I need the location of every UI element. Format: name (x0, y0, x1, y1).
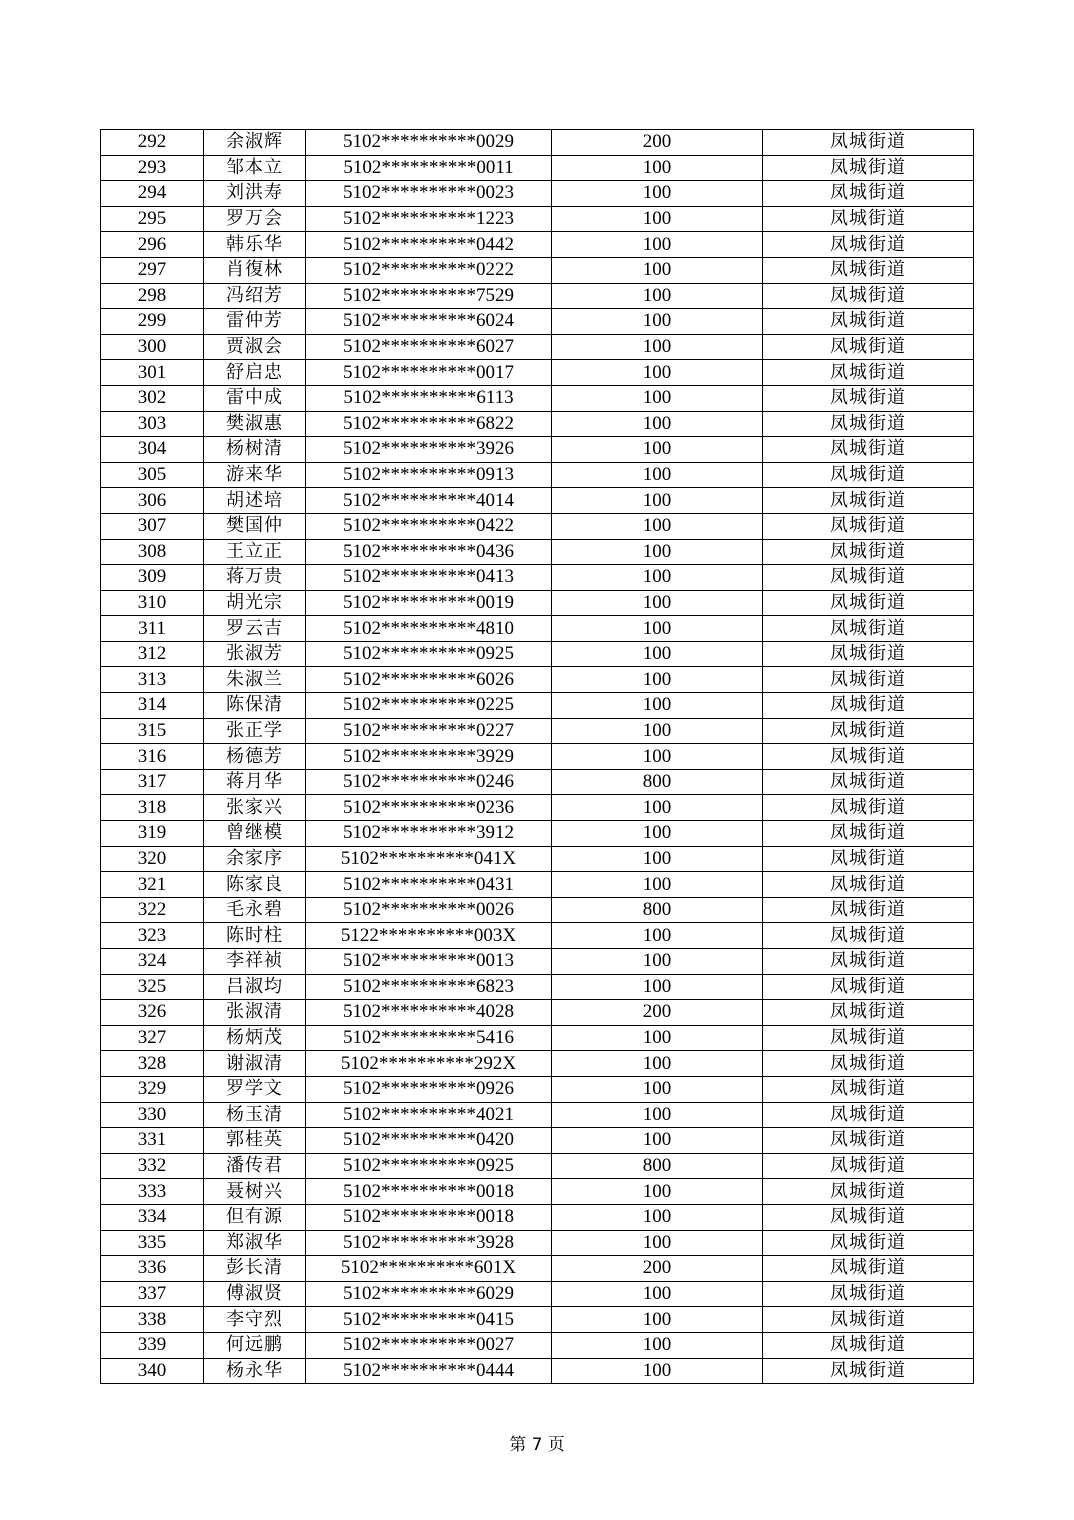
id-number-cell: 5102**********0023 (306, 181, 552, 207)
amount-cell: 100 (552, 1051, 763, 1077)
street-cell: 凤城街道 (763, 334, 974, 360)
person-name-cell: 郭桂英 (204, 1128, 306, 1154)
table-row (101, 1204, 974, 1230)
id-number-cell: 5102**********4014 (306, 488, 552, 514)
table-row (101, 1102, 974, 1128)
row-number-cell: 317 (101, 769, 204, 795)
street-cell: 凤城街道 (763, 795, 974, 821)
row-number-cell: 309 (101, 565, 204, 591)
person-name-cell: 彭长清 (204, 1256, 306, 1282)
id-number-cell: 5102**********0431 (306, 872, 552, 898)
street-cell: 凤城街道 (763, 718, 974, 744)
person-name-cell: 谢淑清 (204, 1051, 306, 1077)
amount-cell: 100 (552, 488, 763, 514)
id-number-cell: 5102**********0420 (306, 1128, 552, 1154)
row-number-cell: 319 (101, 821, 204, 847)
id-number-cell: 5122**********003X (306, 923, 552, 949)
person-name-cell: 雷仲芳 (204, 309, 306, 335)
street-cell: 凤城街道 (763, 232, 974, 258)
row-number-cell: 296 (101, 232, 204, 258)
street-cell: 凤城街道 (763, 1076, 974, 1102)
row-number-cell: 298 (101, 283, 204, 309)
person-name-cell: 罗云吉 (204, 616, 306, 642)
id-number-cell: 5102**********0413 (306, 565, 552, 591)
street-cell: 凤城街道 (763, 257, 974, 283)
street-cell: 凤城街道 (763, 1230, 974, 1256)
amount-cell: 100 (552, 1281, 763, 1307)
amount-cell: 100 (552, 1025, 763, 1051)
id-number-cell: 5102**********5416 (306, 1025, 552, 1051)
amount-cell: 200 (552, 1256, 763, 1282)
amount-cell: 100 (552, 1332, 763, 1358)
street-cell: 凤城街道 (763, 1025, 974, 1051)
id-number-cell: 5102**********4021 (306, 1102, 552, 1128)
person-name-cell: 罗学文 (204, 1076, 306, 1102)
table-row (101, 155, 974, 181)
row-number-cell: 307 (101, 513, 204, 539)
street-cell: 凤城街道 (763, 206, 974, 232)
person-name-cell: 陈保清 (204, 693, 306, 719)
table-row (101, 846, 974, 872)
table-row (101, 821, 974, 847)
table-row (101, 897, 974, 923)
table-row (101, 539, 974, 565)
row-number-cell: 329 (101, 1076, 204, 1102)
table-row (101, 769, 974, 795)
id-number-cell: 5102**********3926 (306, 437, 552, 463)
amount-cell: 100 (552, 462, 763, 488)
amount-cell: 100 (552, 257, 763, 283)
table-row (101, 334, 974, 360)
row-number-cell: 303 (101, 411, 204, 437)
id-number-cell: 5102**********0926 (306, 1076, 552, 1102)
street-cell: 凤城街道 (763, 949, 974, 975)
amount-cell: 100 (552, 155, 763, 181)
id-number-cell: 5102**********0246 (306, 769, 552, 795)
person-name-cell: 罗万会 (204, 206, 306, 232)
person-name-cell: 张淑芳 (204, 641, 306, 667)
amount-cell: 800 (552, 1153, 763, 1179)
table-row (101, 667, 974, 693)
table-row (101, 744, 974, 770)
person-name-cell: 蒋月华 (204, 769, 306, 795)
street-cell: 凤城街道 (763, 360, 974, 386)
row-number-cell: 297 (101, 257, 204, 283)
street-cell: 凤城街道 (763, 181, 974, 207)
table-row (101, 283, 974, 309)
amount-cell: 800 (552, 769, 763, 795)
street-cell: 凤城街道 (763, 1307, 974, 1333)
table-row (101, 1358, 974, 1384)
table-row (101, 206, 974, 232)
person-name-cell: 胡述培 (204, 488, 306, 514)
street-cell: 凤城街道 (763, 769, 974, 795)
table-row (101, 309, 974, 335)
person-name-cell: 曾继模 (204, 821, 306, 847)
table-row (101, 257, 974, 283)
row-number-cell: 336 (101, 1256, 204, 1282)
table-row (101, 1076, 974, 1102)
amount-cell: 100 (552, 437, 763, 463)
row-number-cell: 339 (101, 1332, 204, 1358)
street-cell: 凤城街道 (763, 1204, 974, 1230)
row-number-cell: 318 (101, 795, 204, 821)
id-number-cell: 5102**********6027 (306, 334, 552, 360)
person-name-cell: 李祥祯 (204, 949, 306, 975)
street-cell: 凤城街道 (763, 283, 974, 309)
row-number-cell: 316 (101, 744, 204, 770)
street-cell: 凤城街道 (763, 437, 974, 463)
id-number-cell: 5102**********0017 (306, 360, 552, 386)
table-row (101, 1153, 974, 1179)
amount-cell: 100 (552, 795, 763, 821)
table-row (101, 130, 974, 156)
amount-cell: 100 (552, 181, 763, 207)
amount-cell: 200 (552, 1000, 763, 1026)
street-cell: 凤城街道 (763, 155, 974, 181)
row-number-cell: 294 (101, 181, 204, 207)
row-number-cell: 326 (101, 1000, 204, 1026)
id-number-cell: 5102**********041X (306, 846, 552, 872)
amount-cell: 100 (552, 667, 763, 693)
row-number-cell: 330 (101, 1102, 204, 1128)
person-name-cell: 刘洪寿 (204, 181, 306, 207)
amount-cell: 100 (552, 283, 763, 309)
id-number-cell: 5102**********4028 (306, 1000, 552, 1026)
row-number-cell: 322 (101, 897, 204, 923)
street-cell: 凤城街道 (763, 667, 974, 693)
person-name-cell: 蒋万贵 (204, 565, 306, 591)
person-name-cell: 陈家良 (204, 872, 306, 898)
person-name-cell: 郑淑华 (204, 1230, 306, 1256)
id-number-cell: 5102**********0236 (306, 795, 552, 821)
street-cell: 凤城街道 (763, 1051, 974, 1077)
row-number-cell: 335 (101, 1230, 204, 1256)
person-name-cell: 毛永碧 (204, 897, 306, 923)
id-number-cell: 5102**********6113 (306, 385, 552, 411)
amount-cell: 100 (552, 1128, 763, 1154)
table-row (101, 923, 974, 949)
row-number-cell: 315 (101, 718, 204, 744)
table-row (101, 360, 974, 386)
street-cell: 凤城街道 (763, 462, 974, 488)
street-cell: 凤城街道 (763, 744, 974, 770)
amount-cell: 100 (552, 232, 763, 258)
street-cell: 凤城街道 (763, 1102, 974, 1128)
row-number-cell: 333 (101, 1179, 204, 1205)
person-name-cell: 韩乐华 (204, 232, 306, 258)
person-name-cell: 余家序 (204, 846, 306, 872)
street-cell: 凤城街道 (763, 1128, 974, 1154)
amount-cell: 100 (552, 539, 763, 565)
table-row (101, 232, 974, 258)
row-number-cell: 302 (101, 385, 204, 411)
amount-cell: 100 (552, 513, 763, 539)
person-name-cell: 朱淑兰 (204, 667, 306, 693)
amount-cell: 100 (552, 1179, 763, 1205)
id-number-cell: 5102**********0925 (306, 641, 552, 667)
amount-cell: 100 (552, 1204, 763, 1230)
person-name-cell: 张淑清 (204, 1000, 306, 1026)
amount-cell: 100 (552, 1102, 763, 1128)
row-number-cell: 304 (101, 437, 204, 463)
table-row (101, 488, 974, 514)
row-number-cell: 310 (101, 590, 204, 616)
row-number-cell: 305 (101, 462, 204, 488)
roster-table (100, 129, 974, 1384)
street-cell: 凤城街道 (763, 565, 974, 591)
street-cell: 凤城街道 (763, 1179, 974, 1205)
person-name-cell: 邹本立 (204, 155, 306, 181)
person-name-cell: 胡光宗 (204, 590, 306, 616)
amount-cell: 100 (552, 872, 763, 898)
row-number-cell: 332 (101, 1153, 204, 1179)
table-row (101, 1230, 974, 1256)
amount-cell: 100 (552, 846, 763, 872)
person-name-cell: 杨永华 (204, 1358, 306, 1384)
table-row (101, 411, 974, 437)
person-name-cell: 樊国仲 (204, 513, 306, 539)
id-number-cell: 5102**********0018 (306, 1204, 552, 1230)
id-number-cell: 5102**********0019 (306, 590, 552, 616)
id-number-cell: 5102**********4810 (306, 616, 552, 642)
row-number-cell: 331 (101, 1128, 204, 1154)
person-name-cell: 吕淑均 (204, 974, 306, 1000)
amount-cell: 100 (552, 718, 763, 744)
street-cell: 凤城街道 (763, 872, 974, 898)
id-number-cell: 5102**********0026 (306, 897, 552, 923)
street-cell: 凤城街道 (763, 488, 974, 514)
person-name-cell: 杨德芳 (204, 744, 306, 770)
id-number-cell: 5102**********0222 (306, 257, 552, 283)
table-row (101, 385, 974, 411)
table-row (101, 872, 974, 898)
street-cell: 凤城街道 (763, 897, 974, 923)
row-number-cell: 306 (101, 488, 204, 514)
person-name-cell: 李守烈 (204, 1307, 306, 1333)
amount-cell: 100 (552, 1358, 763, 1384)
row-number-cell: 300 (101, 334, 204, 360)
row-number-cell: 314 (101, 693, 204, 719)
street-cell: 凤城街道 (763, 411, 974, 437)
table-row (101, 181, 974, 207)
amount-cell: 100 (552, 949, 763, 975)
person-name-cell: 王立正 (204, 539, 306, 565)
amount-cell: 100 (552, 385, 763, 411)
amount-cell: 100 (552, 1076, 763, 1102)
table-row (101, 437, 974, 463)
table-row (101, 641, 974, 667)
person-name-cell: 游来华 (204, 462, 306, 488)
id-number-cell: 5102**********601X (306, 1256, 552, 1282)
row-number-cell: 328 (101, 1051, 204, 1077)
row-number-cell: 338 (101, 1307, 204, 1333)
id-number-cell: 5102**********0436 (306, 539, 552, 565)
street-cell: 凤城街道 (763, 821, 974, 847)
id-number-cell: 5102**********1223 (306, 206, 552, 232)
table-row (101, 949, 974, 975)
person-name-cell: 杨树清 (204, 437, 306, 463)
amount-cell: 100 (552, 206, 763, 232)
table-row (101, 1051, 974, 1077)
row-number-cell: 321 (101, 872, 204, 898)
id-number-cell: 5102**********3929 (306, 744, 552, 770)
person-name-cell: 何远鹏 (204, 1332, 306, 1358)
row-number-cell: 295 (101, 206, 204, 232)
person-name-cell: 贾淑会 (204, 334, 306, 360)
id-number-cell: 5102**********292X (306, 1051, 552, 1077)
amount-cell: 200 (552, 130, 763, 156)
row-number-cell: 299 (101, 309, 204, 335)
id-number-cell: 5102**********0415 (306, 1307, 552, 1333)
id-number-cell: 5102**********0227 (306, 718, 552, 744)
id-number-cell: 5102**********0027 (306, 1332, 552, 1358)
row-number-cell: 311 (101, 616, 204, 642)
amount-cell: 100 (552, 641, 763, 667)
person-name-cell: 潘传君 (204, 1153, 306, 1179)
amount-cell: 100 (552, 744, 763, 770)
table-row (101, 590, 974, 616)
amount-cell: 100 (552, 1230, 763, 1256)
table-row (101, 974, 974, 1000)
id-number-cell: 5102**********0913 (306, 462, 552, 488)
id-number-cell: 5102**********0011 (306, 155, 552, 181)
amount-cell: 100 (552, 693, 763, 719)
table-row (101, 513, 974, 539)
street-cell: 凤城街道 (763, 641, 974, 667)
amount-cell: 800 (552, 897, 763, 923)
table-row (101, 1179, 974, 1205)
amount-cell: 100 (552, 334, 763, 360)
table-row (101, 1025, 974, 1051)
row-number-cell: 337 (101, 1281, 204, 1307)
row-number-cell: 334 (101, 1204, 204, 1230)
row-number-cell: 293 (101, 155, 204, 181)
amount-cell: 100 (552, 590, 763, 616)
page-number: 第 7 页 (509, 1435, 565, 1455)
row-number-cell: 325 (101, 974, 204, 1000)
id-number-cell: 5102**********6026 (306, 667, 552, 693)
person-name-cell: 张家兴 (204, 795, 306, 821)
row-number-cell: 327 (101, 1025, 204, 1051)
street-cell: 凤城街道 (763, 590, 974, 616)
table-row (101, 616, 974, 642)
amount-cell: 100 (552, 360, 763, 386)
table-row (101, 1281, 974, 1307)
table-row (101, 1256, 974, 1282)
person-name-cell: 肖復林 (204, 257, 306, 283)
id-number-cell: 5102**********0029 (306, 130, 552, 156)
street-cell: 凤城街道 (763, 693, 974, 719)
amount-cell: 100 (552, 309, 763, 335)
amount-cell: 100 (552, 923, 763, 949)
person-name-cell: 舒启忠 (204, 360, 306, 386)
person-name-cell: 聂树兴 (204, 1179, 306, 1205)
person-name-cell: 傅淑贤 (204, 1281, 306, 1307)
person-name-cell: 樊淑惠 (204, 411, 306, 437)
id-number-cell: 5102**********0013 (306, 949, 552, 975)
person-name-cell: 雷中成 (204, 385, 306, 411)
row-number-cell: 308 (101, 539, 204, 565)
row-number-cell: 313 (101, 667, 204, 693)
person-name-cell: 张正学 (204, 718, 306, 744)
row-number-cell: 323 (101, 923, 204, 949)
street-cell: 凤城街道 (763, 130, 974, 156)
row-number-cell: 312 (101, 641, 204, 667)
street-cell: 凤城街道 (763, 1281, 974, 1307)
id-number-cell: 5102**********0444 (306, 1358, 552, 1384)
street-cell: 凤城街道 (763, 513, 974, 539)
id-number-cell: 5102**********0925 (306, 1153, 552, 1179)
amount-cell: 100 (552, 565, 763, 591)
street-cell: 凤城街道 (763, 974, 974, 1000)
street-cell: 凤城街道 (763, 846, 974, 872)
id-number-cell: 5102**********7529 (306, 283, 552, 309)
table-row (101, 718, 974, 744)
id-number-cell: 5102**********3928 (306, 1230, 552, 1256)
id-number-cell: 5102**********6029 (306, 1281, 552, 1307)
amount-cell: 100 (552, 411, 763, 437)
street-cell: 凤城街道 (763, 385, 974, 411)
street-cell: 凤城街道 (763, 616, 974, 642)
id-number-cell: 5102**********0225 (306, 693, 552, 719)
table-row (101, 462, 974, 488)
row-number-cell: 324 (101, 949, 204, 975)
id-number-cell: 5102**********3912 (306, 821, 552, 847)
row-number-cell: 292 (101, 130, 204, 156)
id-number-cell: 5102**********6822 (306, 411, 552, 437)
id-number-cell: 5102**********0442 (306, 232, 552, 258)
amount-cell: 100 (552, 616, 763, 642)
amount-cell: 100 (552, 1307, 763, 1333)
id-number-cell: 5102**********6024 (306, 309, 552, 335)
table-row (101, 1332, 974, 1358)
street-cell: 凤城街道 (763, 1332, 974, 1358)
street-cell: 凤城街道 (763, 309, 974, 335)
table-row (101, 565, 974, 591)
street-cell: 凤城街道 (763, 1000, 974, 1026)
person-name-cell: 陈时柱 (204, 923, 306, 949)
id-number-cell: 5102**********6823 (306, 974, 552, 1000)
id-number-cell: 5102**********0018 (306, 1179, 552, 1205)
amount-cell: 100 (552, 974, 763, 1000)
id-number-cell: 5102**********0422 (306, 513, 552, 539)
row-number-cell: 340 (101, 1358, 204, 1384)
street-cell: 凤城街道 (763, 923, 974, 949)
row-number-cell: 320 (101, 846, 204, 872)
street-cell: 凤城街道 (763, 1256, 974, 1282)
table-row (101, 1000, 974, 1026)
table-row (101, 1307, 974, 1333)
amount-cell: 100 (552, 821, 763, 847)
street-cell: 凤城街道 (763, 1153, 974, 1179)
table-row (101, 795, 974, 821)
table-row (101, 1128, 974, 1154)
person-name-cell: 但有源 (204, 1204, 306, 1230)
person-name-cell: 冯绍芳 (204, 283, 306, 309)
street-cell: 凤城街道 (763, 539, 974, 565)
street-cell: 凤城街道 (763, 1358, 974, 1384)
person-name-cell: 杨玉清 (204, 1102, 306, 1128)
person-name-cell: 余淑辉 (204, 130, 306, 156)
table-row (101, 693, 974, 719)
row-number-cell: 301 (101, 360, 204, 386)
person-name-cell: 杨炳茂 (204, 1025, 306, 1051)
roster-table-body (101, 130, 974, 1384)
